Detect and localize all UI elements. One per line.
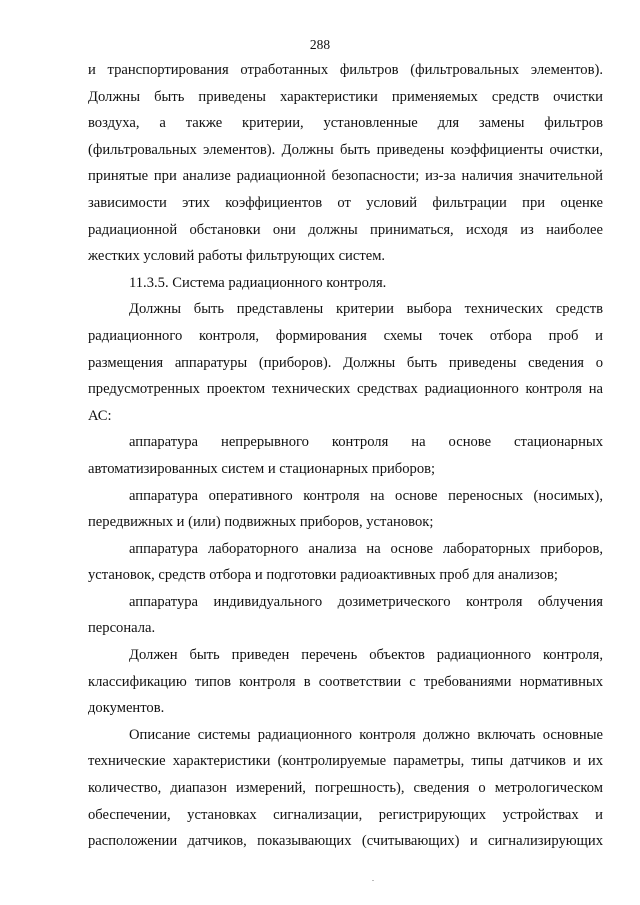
text-line: Должны быть представлены критерии выбора технических средств: [129, 301, 603, 318]
list-item-operative: [88, 483, 603, 536]
text-line: размещения аппаратуры (приборов). Должны быть приведены сведения о: [88, 354, 603, 371]
section-heading: [88, 270, 603, 297]
text-line: и транспортирования отработанных фильтров (фильтровальных элементов).: [88, 62, 603, 78]
text-line: документов.: [88, 700, 165, 717]
paragraph-filters: [88, 57, 603, 270]
paragraph-description: [88, 722, 603, 855]
list-item-laboratory: [88, 536, 603, 589]
paragraph-criteria: [88, 296, 603, 429]
paragraph-objects: [88, 642, 603, 722]
text-line: Должны быть приведены характеристики применяемых средств очистки: [88, 88, 603, 105]
text-line: установок, средств отбора и подготовки радиоактивных проб для анализов;: [88, 567, 558, 584]
text-line: аппаратура лабораторного анализа на основе лабораторных приборов,: [129, 540, 603, 557]
text-line: зависимости этих коэффициентов от условий фильтрации при оценке: [88, 194, 603, 211]
text-line: классификацию типов контроля в соответствии с требованиями нормативных: [88, 673, 603, 690]
text-line: принятые при анализе радиационной безопасности; из-за наличия значительной: [88, 168, 603, 185]
text-line: радиационного контроля, формирования схемы точек отбора проб и: [88, 327, 603, 344]
text-line: аппаратура индивидуального дозиметрического контроля облучения: [129, 593, 603, 610]
text-line: воздуха, а также критерии, установленные для замены фильтров: [88, 115, 603, 132]
body-text: [88, 57, 603, 855]
text-line: радиационной обстановки они должны приниматься, исходя из наиболее: [88, 221, 603, 238]
list-item-continuous: [88, 429, 603, 482]
text-line: автоматизированных систем и стационарных приборов;: [88, 460, 436, 477]
text-line: аппаратура оперативного контроля на основе переносных (носимых),: [129, 487, 603, 504]
text-line: количество, диапазон измерений, погрешность), сведения о метрологическом: [88, 780, 603, 797]
text-line: (фильтровальных элементов). Должны быть приведены коэффициенты очистки,: [88, 141, 603, 158]
text-line: обеспечении, установках сигнализации, регистрирующих устройствах и: [88, 806, 603, 823]
text-line: Должен быть приведен перечень объектов радиационного контроля,: [129, 647, 603, 664]
page-number: 288: [309, 37, 331, 52]
text-line: Описание системы радиационного контроля должно включать основные: [129, 726, 603, 743]
scan-speck: [372, 880, 374, 881]
text-line: расположении датчиков, показывающих (считывающих) и сигнализирующих: [88, 833, 603, 850]
text-line: АС:: [88, 407, 112, 424]
list-item-dosimetric: [88, 589, 603, 642]
text-line: персонала.: [88, 620, 156, 637]
text-line: технические характеристики (контролируемые параметры, типы датчиков и их: [88, 753, 603, 770]
text-line: предусмотренных проектом технических средствах радиационного контроля на: [88, 381, 603, 398]
text-line: аппаратура непрерывного контроля на основе стационарных: [129, 434, 603, 451]
text-line: жестких условий работы фильтрующих систем.: [88, 248, 386, 265]
text-line: передвижных и (или) подвижных приборов, установок;: [88, 514, 434, 531]
text-line: 11.3.5. Система радиационного контроля.: [129, 274, 387, 291]
